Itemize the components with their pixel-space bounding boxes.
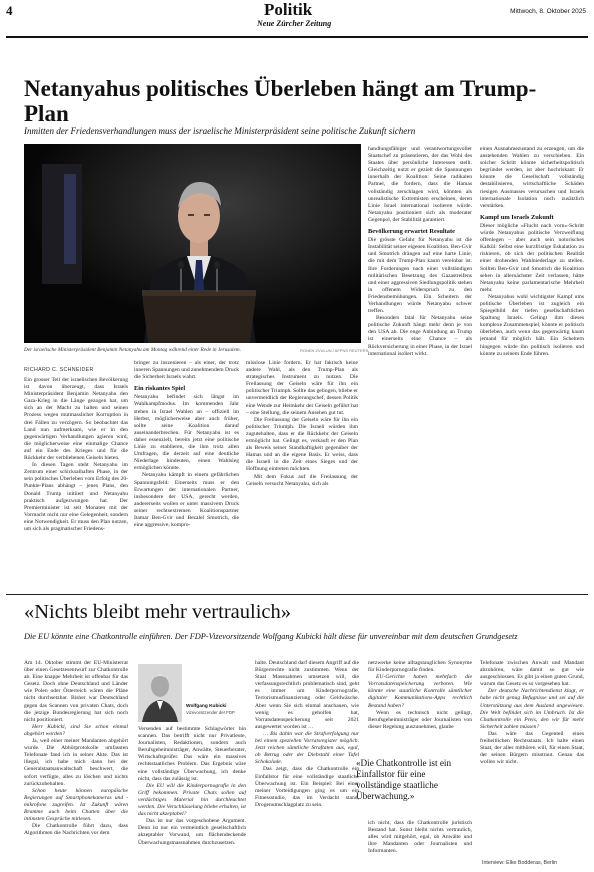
article2-column-3 — [255, 660, 359, 860]
interview-headline: «Nichts bleibt mehr vertraulich» — [24, 601, 291, 623]
paragraph: Das wäre das Gegenteil eines freiheitlichen Rechtsstaats. Ich halte einen Staat, der alles mithören will, für einen Staat, der seinen Bürgern misstraut. Genau das wollen wir nicht. — [480, 730, 584, 766]
newspaper-name: Neue Zürcher Zeitung — [257, 19, 332, 28]
article2-column-5 — [480, 660, 584, 858]
subheading: Ein riskantes Spiel — [134, 385, 186, 393]
question: … Bis dahin war die Strafverfolgung nur bei einem speziellen Vorratsregister möglich. Jetzt reichen sämtliche Straftaten aus, egal, ob Betrug oder der Diebstahl einer Tafel Schokolade. — [255, 730, 359, 766]
question: Herr Kubicki, sind Sie schon einmal abgehört worden? — [24, 723, 128, 737]
article-photo — [24, 144, 361, 343]
issue-date: Mittwoch, 8. Oktober 2025 — [510, 8, 586, 15]
photo-caption: Der israelische Ministerpräsident Benjamin Netanyahu am Montag während einer Rede in Jerusalem. — [24, 347, 241, 353]
author-portrait — [138, 664, 182, 722]
paragraph: In diesen Tagen steht Netanyahu im Zentrum einer schicksalhaften Phase, in der sein politisches Überleben vom Erfolg des 20-Punkte-Plans abhängt – jenes Plans, den Donald Trump initiiert und Netanyahu praktisch aufgezwungen hat. Der Premierminister ist seit Monaten mit der Vormacht nicht nur eine Gelegenheit, sondern eine Notwendigkeit. Er muss den Plan nutzen, um sich als pragmatischer Friedens- — [24, 462, 128, 532]
paragraph: ich nicht, dass die Chatkontrolle juristisch Bestand hat. Sonst bleibt nichts vertraulich, alles wird mitgehört, egal, ob Anwälte und ihre Mandanten oder Journalisten und Informanten. — [368, 820, 472, 855]
paragraph: handlungsfähiger und verantwortungsvoller Staatschef zu präsentieren, der das Wohl des Staates über persönliche Interessen stellt. Gleichzeitig nutzt er gezielt die Spannungen innerhalb der Koalition: Seine radikalen Partner, die fordern, dass die Hamas vollständig zerschlagen wird, könnten als unrealistische Extremisten erscheinen, deren Linie Israel international isolieren würde. Netanyahu positioniert sich als moderater Gegenpol, der Stabilität garantiert. — [368, 146, 472, 223]
article1-column-1 — [24, 377, 128, 591]
question: Schon heute können europäische Regierungen auf Smartphonekameras und -mikrofone zugreifen. Ist Zukunft wären Bramme auch beim Chatten über die intimsten Gespräche mitlesen. — [24, 787, 128, 823]
article2-column-4-top — [368, 660, 472, 750]
question: Die EU will die Kinderpornografie in den Griff bekommen. Private Chats sollen auf verdächtiges Material hin durchleuchtet werden. Die Verschlüsselung bliebe erhalten, ist das nicht akzeptabel? — [138, 782, 246, 818]
header-rule — [6, 36, 588, 38]
paragraph: Das ist nur das vorgeschobene Argument. Denn ist nur ein vermeintlich gesellschaftlich akzeptabler Vorwand, um flächendeckende Überwachungsmassnahmen durchzusetzen. — [138, 818, 246, 846]
paragraph: Wenn es technisch nicht gelingt, Berufsgeheimnisträger oder Journalisten von dieser Regelung auszunehmen, glaube — [368, 709, 472, 730]
article1-column-2 — [134, 360, 239, 591]
paragraph: Am 14. Oktober stimmt der EU-Ministerrat über einen Gesetzesentwurf zur Chatkontrolle ab. Eine knappe Mehrheit ist offenbar für das Gesetz. Doch ohne Deutschland und Länder wie Polen oder Österreich wären die Pläne nicht durchsetzbar. Bisher war Deutschland gegen das Scannen von privaten Chats, doch die jetzige Bundesregierung hat sich noch nicht positioniert. — [24, 660, 128, 723]
question: Der deutsche Nachrichtendienst klagt, er habe nicht genug Befugnisse und sei auf die Unterstützung aus dem Ausland angewiesen. Die Welt befindet sich im Umbruch. Ist die Chatkontrolle ein Preis, den wir für mehr Sicherheit zahlen müssen? — [480, 688, 584, 730]
paragraph: misslose Linie fordern. Er hat faktisch keine andere Wahl, als den Trump-Plan als strategisches Instrument zu nutzen. Die Freilassung der Geiseln wäre für ihn ein politischer Triumph. Sollte das gelingen, bliebe er unvermeidlich der Regierungschef, dessen Politik eine Wende zur Heimkehr der Geiseln geführt hat – eine Stellung, die seinem Ansehen gut tut. — [246, 360, 358, 416]
paragraph: netzwerke keine alltagstauglichen Synonyme für Kinderpornografie finden. — [368, 660, 472, 674]
question: EU-Gerichte haben mehrfach die Vorratsdatenspeicherung verboten. Wie könnte eine staatliche Kontrolle sämtlicher digitaler Kommunikations-Apps rechtlich Bestand haben? — [368, 674, 472, 709]
paragraph: Das zeigt, dass die Chatkontrolle ein Einfallstor für eine vollständige staatliche Überwachung ist. Ein Beispiel: Bei einer meiner Vorteidigungen ging es um ein Fitnessstudio, das im Verdacht stand, Drogenumschlagplatz zu sein. — [255, 766, 359, 808]
paragraph: Ein grosser Teil der israelischen Bevölkerung ist davon überzeugt, dass Israels Ministerpräsident Benjamin Netanyahu den Gaza-Krieg in die Länge gezogen hat, um sich an der Macht zu halten und seinen Prozess wegen mutmasslicher Korruption in drei Fällen zu verzögern. So beobachtet das Land nun aufmerksam, wie er in den gegenwärtigen Verhandlungen agieren wird, die möglicherweise eine einmalige Chance auf ein Ende des Krieges und für die Rückkehr der verbliebenen Geiseln bieten. — [24, 377, 128, 462]
paragraph: Die Freilassung der Geiseln wäre für ihn ein politischer Triumph. Die Israeli würden ihm zugutehalten, dass er die Rückkehr der Geiseln ermöglicht hat. Gelingt es, verkauft er den Plan als Beweis seiner Standhaftigkeit gegenüber der Hamas und an die eigene Basis. Er weiss, dass die Israeli in die Zeit eines Sieges und der Hoffnung eintreten möchten. — [246, 416, 358, 473]
article1-column-3 — [246, 360, 358, 591]
page-number: 4 — [6, 3, 13, 18]
article-separator — [6, 594, 588, 595]
pull-quote — [356, 758, 468, 802]
paragraph: einen Ausnahmezustand zu erzeugen, um die anstehenden Wahlen zu verschieben. Ein solcher Schritt könnte sicherheitspolitisch begründet werden, ist aber hochriskant: Er könnte die Gesellschaft vollständig destabilisieren, wirtschaftliche Schäden riesigen Ausmasses verursachen und Israels internationale Isolation noch zusätzlich verstärken. — [480, 146, 584, 209]
article2-column-2 — [138, 726, 246, 860]
pull-quote-text: Die Chatkontrolle ist ein Einfallstor für eine vollständige staatliche Überwachung. — [356, 758, 452, 801]
paragraph: Mit dem Fokus auf die Freilassung der Geiseln versucht Netanyahu, sich als — [246, 473, 358, 487]
article-lede: Inmitten der Friedensverhandlungen muss der israelische Ministerpräsident seine politische Zukunft sichern — [24, 126, 416, 136]
paragraph: bringer zu inszenieren – als einer, der trotz inneren Spannungen und zunehmendem Druck die Sicherheit Israels wahrt. — [134, 360, 239, 381]
author-role: Vizevorsitzender der FDP — [186, 710, 235, 715]
article1-column-4 — [368, 146, 472, 591]
article-headline: Netanyahus politisches Überleben hängt am Trump-Plan — [24, 76, 537, 126]
article-author: RICHARD C. SCHNEIDER — [24, 367, 94, 373]
article1-column-5 — [480, 146, 584, 591]
section-title: Politik — [264, 0, 313, 19]
interview-credit: Interview: Elke Bodderas, Berlin — [482, 860, 558, 866]
paragraph: Versenden auf bestimmte Schlagwörter hin scannen. Das betrifft nicht nur Privatleute, Journalisten, Redaktionen, sondern auch Berufsgeheimnisträger, Anwälte, Steuerberater, Wirtschaftsprüfer. Das wäre ein massives rechtsstaatliches Problem. Das Ergebnis wäre eine vollständige Überwachung, ich denke nicht, dass das zulässig ist. — [138, 726, 246, 782]
paragraph: Netanyahu befindet sich längst im Wahlkampfmodus. Im kommenden Jahr stehen in Israel Wahlen an – offiziell im Herbst, möglicherweise aber auch früher, sollte seine Koalition darauf auseinanderbrechen. Für Netanyahu ist es daher essenziell, bereits jetzt eine politische Linie zu etablieren, die ihm trotz allen Umfragen, die derzeit auf eine deutliche Niederlage hindeuten, einen Wahlsieg ermöglichen könnte. — [134, 394, 239, 472]
quote-open: « — [356, 758, 361, 768]
photo-credit: RONEN ZVULUN / AFPNS REUTERS — [300, 348, 369, 353]
paragraph: Telefonate zwischen Anwalt und Mandant abzuhören, wäre damit so gut wie ausgeschlossen. Es gibt ja einen guten Grund, warum das Gesetz es so vorgesehen hat. — [480, 660, 584, 688]
paragraph: Netanyahu kämpft in einem gefährlichen Spannungsfeld: Einerseits muss er den Erwartungen der internationalen Partner, insbesondere der USA, gerecht werden, andererseits wollen er unter massivem Druck seiner rechtsextremen Koalitionspartner Itamar Ben-Gvir und Bezalel Smotrich, die eine aggressive, kompro- — [134, 472, 239, 529]
paragraph: Die Chatkontrolle führt dazu, dass Algorithmen die Nachrichten vor dem — [24, 823, 128, 837]
subheading: Bevölkerung erwartet Resultate — [368, 228, 455, 236]
paragraph: Besonders fatal für Netanyahu seine politische Zukunft hängt mehr denn je von den USA ab. Die enge Anbindung an Trump ist einerseits eine Chance – als Rückversicherung in einer Phase, in der Israel international isoliert wirkt. — [368, 315, 472, 357]
subheading: Kampf um Israels Zukunft — [480, 213, 554, 221]
author-name: Wolfgang Kubicki — [186, 704, 227, 709]
author-portrait-box — [138, 664, 246, 722]
article2-column-1 — [24, 660, 128, 860]
paragraph: Die grösste Gefahr für Netanyahu ist die Instabilität seiner eigenen Koalition. Ben-Gvir und Smotrich drängen auf eine harte Linie, die mit dem Trump-Plan kaum vereinbar ist. Ihre Forderungen nach einer vollständigen militärischen Besetzung des Gazastreifens und einer aggressiven Siedlungspolitik stehen in offenem Widerspruch zu den Friedensbemühungen. Ein Scheitern der Verhandlungen würde Netanyahu schwer treffen. — [368, 237, 472, 315]
paragraph: halte. Deutschland darf diesem Angriff auf die Bürgerrechte nicht zustimmen. Wenn der Staat Massnahmen umsetzen will, die verfassungsrechtlich problematisch sind, geht es immer um Kinderpornografie, Terrorismusfinanzierung oder Geldwäsche. Aber wenn Sie sich einmal anschauen, wie wenig es geholfen hat, Vorratsdatenspeicherung seit 2021 ausgewertet worden ist … — [255, 660, 359, 730]
article2-column-4-bottom — [368, 820, 472, 860]
quote-close: » — [409, 791, 415, 801]
paragraph: Netanyahus wohl wichtigster Kampf ums politische Überleben ist zugleich ein Spiegelbild der tiefen gesellschaftlichen Spaltung Israels. Gelingt ihm dieses komplexe Zusammenspiel, könnte er politisch überleben, auch wenn das gegenwärtig kaum jemand für möglich hält. Ein Scheitern hingegen würde ihn politisch isolieren und könnte zu seinem Ende führen. — [480, 293, 584, 357]
paragraph: Ja, weil einer meiner Mandanten abgehört wurde. Die Abhörprotokolle umfassten Telefonate fand ich in seiner Akte. Das ist illegal, ich habe mich dann bei der Generalstaatsanwaltschaft beschwert, die sofort verfügte, alles zu löschen und nichts zurückzubehalten. — [24, 738, 128, 787]
paragraph: Dieser mögliche «Flucht nach vorn»-Schritt würde Netanyahus politische Verzweiflung offenlegen – aber auch sein notorisches Kalkül: Selbst eine kurzfristige Eskalation zu riskieren, ob sich der politischen Realität einer drohenden Wahlniederlage zu stellen. Sollten Ben-Gvir und Smotrich die Koalition sehen in allernächster Zeit verlassen, hätte Netanyahu keine parlamentarische Mehrheit mehr. — [480, 222, 584, 293]
portrait-illustration — [138, 664, 182, 722]
interview-lede: Die EU könnte eine Chatkontrolle einführen. Der FDP-Vizevorsitzende Wolfgang Kubicki hält diese für unvereinbar mit dem deutschen Grundgesetz — [24, 632, 518, 641]
netanyahu-photo-illustration — [24, 144, 361, 343]
